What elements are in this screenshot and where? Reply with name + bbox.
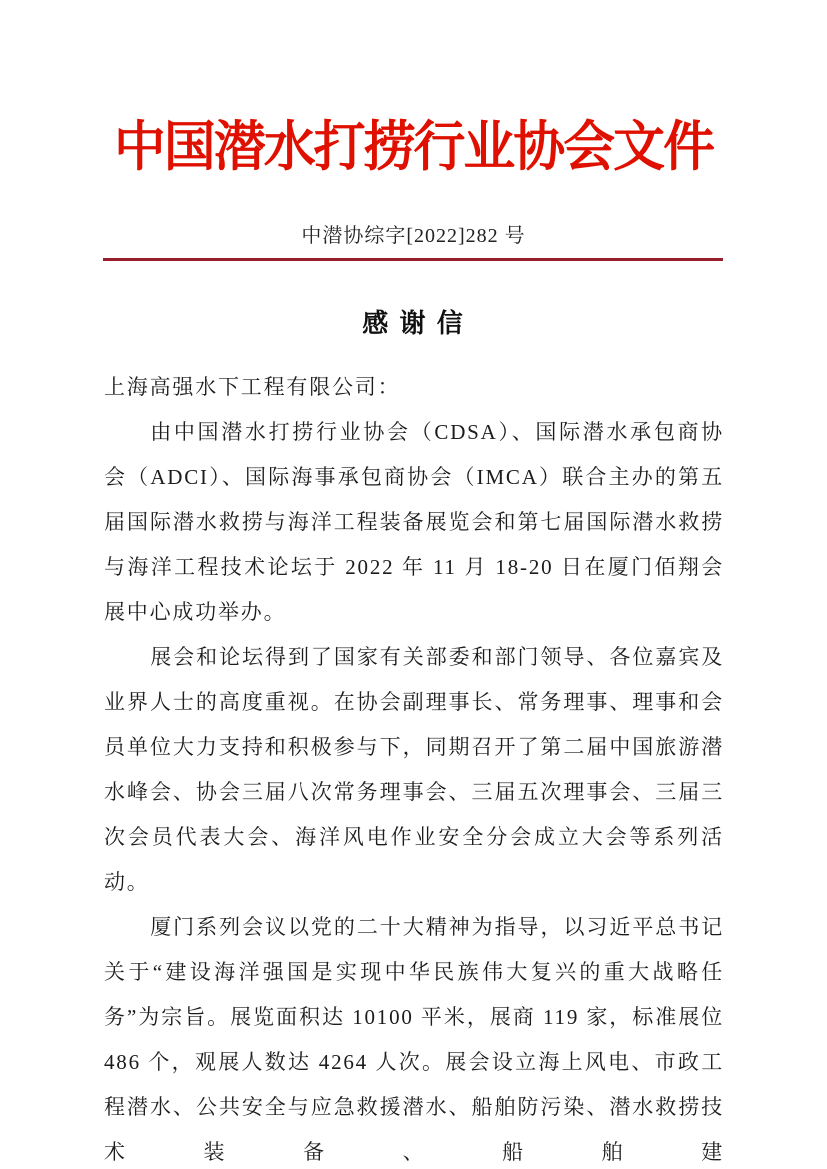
letter-body xyxy=(104,365,724,1169)
body-paragraph: 由中国潜水打捞行业协会（CDSA）、国际潜水承包商协会（ADCI）、国际海事承包商协会（IMCA）联合主办的第五届国际潜水救捞与海洋工程装备展览会和第七届国际潜水救捞与海洋工程技术论坛于 2022 年 11 月 18-20 日在厦门佰翔会展中心成功举办。 xyxy=(104,420,724,624)
paragraph-list xyxy=(104,410,724,1169)
salutation: 上海高强水下工程有限公司： xyxy=(104,375,401,399)
letter-title: 感 谢 信 xyxy=(362,308,465,338)
letterhead-divider xyxy=(103,258,723,261)
letterhead-org-title: 中国潜水打捞行业协会文件 xyxy=(113,117,714,177)
body-paragraph: 展会和论坛得到了国家有关部委和部门领导、各位嘉宾及业界人士的高度重视。在协会副理事长、常务理事、理事和会员单位大力支持和积极参与下，同期召开了第二届中国旅游潜水峰会、协会三届八次常务理事会、三届五次理事会、三届三次会员代表大会、海洋风电作业安全分会成立大会等系列活动。 xyxy=(104,645,724,894)
body-paragraph: 厦门系列会议以党的二十大精神为指导，以习近平总书记关于“建设海洋强国是实现中华民族伟大复兴的重大战略任务”为宗旨。展览面积达 10100 平米，展商 119 家，标准展位 486 个，观展人数达 4264 人次。展会设立海上风电、市政工程潜水、公共安全与应急救援潜水、船舶防污染、潜水救捞技术装备、船舶建 xyxy=(104,915,724,1164)
document-number: 中潜协综字[2022]282 号 xyxy=(301,225,526,247)
